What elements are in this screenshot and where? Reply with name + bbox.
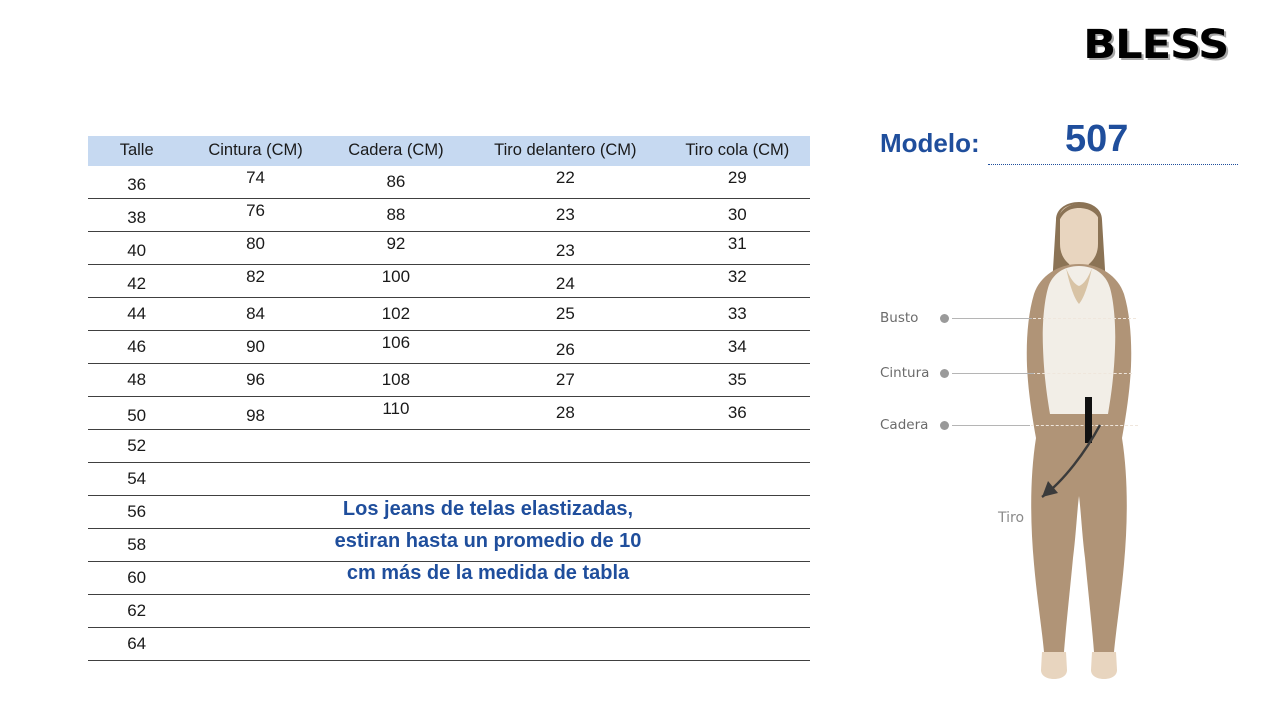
cell-tiro-delantero: 24 [466, 268, 664, 301]
cell-tiro-cola: 30 [665, 199, 810, 232]
cell-talle: 46 [88, 331, 185, 364]
tiro-label: Tiro [998, 510, 1025, 526]
cell-cintura: 90 [185, 331, 325, 364]
cell-tiro-cola [665, 463, 810, 496]
cell-cadera: 92 [326, 228, 466, 261]
cell-talle: 48 [88, 364, 185, 397]
cell-talle: 56 [88, 496, 185, 529]
cell-cintura: 80 [185, 228, 325, 261]
cell-tiro-cola [665, 529, 810, 562]
table-row [88, 331, 810, 364]
table-row [88, 430, 810, 463]
cadera-label: Cadera [880, 417, 929, 433]
cell-tiro-delantero [466, 496, 664, 529]
cintura-label: Cintura [880, 365, 930, 381]
cell-tiro-cola [665, 628, 810, 661]
cell-cintura: 82 [185, 261, 325, 294]
cell-cintura [185, 562, 325, 595]
stretch-note-line-2: estiran hasta un promedio de 10 [334, 530, 642, 552]
cell-cintura: 74 [185, 162, 325, 195]
cell-tiro-delantero [466, 562, 664, 595]
cell-cintura: 98 [185, 400, 325, 433]
cell-cadera: 86 [326, 166, 466, 199]
cadera-dot [940, 421, 949, 430]
cintura-dash-line [1032, 373, 1132, 374]
busto-label: Busto [880, 310, 919, 326]
cell-talle: 54 [88, 463, 185, 496]
cell-tiro-delantero: 23 [466, 235, 664, 268]
cell-cadera [326, 595, 466, 628]
cintura-dot [940, 369, 949, 378]
cell-tiro-cola: 29 [665, 162, 810, 195]
stretch-note-line-1: Los jeans de telas elastizadas, [342, 498, 634, 520]
busto-dash-line [1028, 318, 1136, 319]
stretch-note-line-3: cm más de la medida de tabla [346, 562, 630, 584]
cell-cintura [185, 496, 325, 529]
table-row [88, 265, 810, 298]
cell-cadera [326, 496, 466, 529]
table-row [88, 529, 810, 562]
column-header-cadera: Cadera (CM) [326, 136, 466, 166]
cell-tiro-delantero: 26 [466, 334, 664, 367]
cintura-leader-line [952, 373, 1034, 374]
cell-tiro-cola: 31 [665, 228, 810, 261]
cell-cintura: 76 [185, 195, 325, 228]
column-header-tiro-cola: Tiro cola (CM) [665, 136, 810, 166]
cell-tiro-cola: 33 [665, 298, 810, 331]
cell-tiro-cola [665, 496, 810, 529]
cell-tiro-cola: 35 [665, 364, 810, 397]
cell-tiro-delantero [466, 463, 664, 496]
cell-tiro-delantero: 23 [466, 199, 664, 232]
cell-cintura [185, 430, 325, 463]
cell-cadera [326, 562, 466, 595]
cell-cintura: 84 [185, 298, 325, 331]
cell-tiro-delantero: 22 [466, 162, 664, 195]
cell-talle: 42 [88, 268, 185, 301]
cell-cadera: 88 [326, 199, 466, 232]
cell-talle: 52 [88, 430, 185, 463]
cell-tiro-cola [665, 562, 810, 595]
cell-cadera: 108 [326, 364, 466, 397]
model-number: 507 [1065, 118, 1129, 160]
cell-talle: 36 [88, 169, 185, 202]
cell-tiro-cola: 32 [665, 261, 810, 294]
cell-cintura [185, 529, 325, 562]
model-label: Modelo: [880, 128, 980, 158]
cell-cintura [185, 628, 325, 661]
cell-cadera: 110 [326, 393, 466, 426]
table-row [88, 397, 810, 430]
table-row [88, 562, 810, 595]
cell-talle: 60 [88, 562, 185, 595]
cell-talle: 64 [88, 628, 185, 661]
cell-cadera: 102 [326, 298, 466, 331]
cell-cadera: 100 [326, 261, 466, 294]
cell-cadera: 106 [326, 327, 466, 360]
cell-talle: 40 [88, 235, 185, 268]
cell-cintura [185, 595, 325, 628]
table-row [88, 496, 810, 529]
cell-tiro-delantero [466, 529, 664, 562]
column-header-tiro-delantero: Tiro delantero (CM) [466, 136, 664, 166]
table-row [88, 628, 810, 661]
table-row [88, 463, 810, 496]
cell-tiro-delantero: 27 [466, 364, 664, 397]
cell-talle: 58 [88, 529, 185, 562]
table-row [88, 595, 810, 628]
cell-talle: 44 [88, 298, 185, 331]
brand-logo: BLESS [1083, 22, 1228, 68]
cell-cadera [326, 430, 466, 463]
cell-cadera [326, 463, 466, 496]
column-header-talle: Talle [88, 136, 185, 166]
model-underline-divider [988, 164, 1238, 165]
cell-cadera [326, 628, 466, 661]
column-header-cintura: Cintura (CM) [185, 136, 325, 166]
cell-talle: 62 [88, 595, 185, 628]
cell-tiro-cola [665, 595, 810, 628]
cell-cintura [185, 463, 325, 496]
cell-tiro-delantero: 28 [466, 397, 664, 430]
cell-tiro-delantero [466, 595, 664, 628]
cell-cintura: 96 [185, 364, 325, 397]
cell-cadera [326, 529, 466, 562]
busto-leader-line [952, 318, 1032, 319]
cell-tiro-delantero [466, 628, 664, 661]
cell-tiro-cola: 36 [665, 397, 810, 430]
cell-tiro-delantero [466, 430, 664, 463]
size-chart-table [88, 136, 810, 661]
cell-talle: 38 [88, 202, 185, 235]
measurement-figure [880, 190, 1260, 690]
cell-tiro-cola: 34 [665, 331, 810, 364]
cell-talle: 50 [88, 400, 185, 433]
cell-tiro-delantero: 25 [466, 298, 664, 331]
busto-dot [940, 314, 949, 323]
cell-tiro-cola [665, 430, 810, 463]
